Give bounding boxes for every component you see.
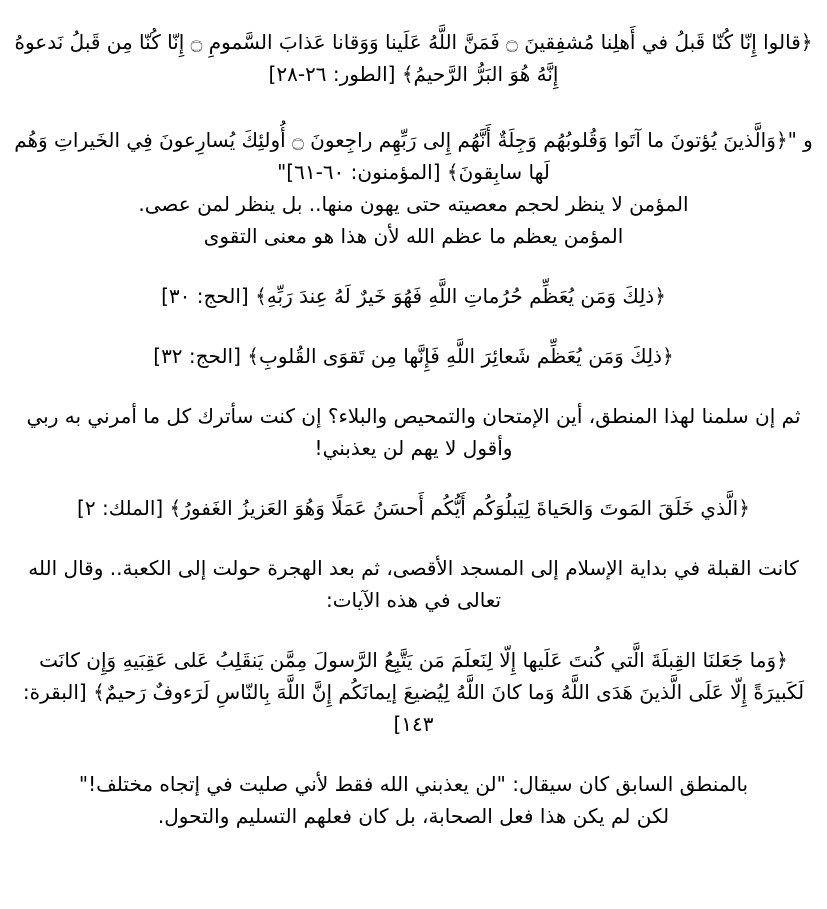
believer-line-2-text: المؤمن يعظم ما عظم الله لأن هذا هو معنى التقوى (203, 224, 624, 248)
question-paragraph-text: ثم إن سلمنا لهذا المنطق، أين الإمتحان والتمحيص والبلاء؟ إن كنت سأترك كل ما أمرني به ربي وأقول لا يهم لن يعذبني! (26, 404, 801, 460)
spacer (14, 252, 813, 280)
spacer (14, 464, 813, 492)
verse-mulk-text: ﴿الَّذي خَلَقَ المَوتَ وَالحَياةَ لِيَبلُوَكُم أَيُّكُم أَحسَنُ عَمَلًا وَهُوَ العَزيزُ الغَفورُ﴾ [الملك: ٢] (77, 496, 750, 520)
spacer (14, 312, 813, 340)
verse-hajj-32-text: ﴿ذلِكَ وَمَن يُعَظِّم شَعائِرَ اللَّهِ فَإِنَّها مِن تَقوَى القُلوبِ﴾ [الحج: ٣٢] (153, 344, 674, 368)
logic-line-2-text: لكن لم يكن هذا فعل الصحابة، بل كان فعلهم التسليم والتحول. (157, 804, 670, 828)
verse-tur-text: ﴿قالوا إِنّا كُنّا قَبلُ في أَهلِنا مُشفِقينَ ۝ فَمَنَّ اللَّهُ عَلَينا وَوَقانا عَذابَ السَّمومِ ۝ إِنّا كُنّا مِن قَبلُ نَدعوهُ إِنَّهُ هُوَ البَرُّ الرَّحيمُ﴾ [الطور: ٢٦-٢٨] (14, 30, 813, 86)
logic-line-1-text: بالمنطق السابق كان سيقال: "لن يعذبني الله فقط لأني صليت في إتجاه مختلف!" (78, 772, 749, 796)
spacer (14, 90, 813, 124)
verse-muminun-text: و "﴿وَالَّذينَ يُؤتونَ ما آتَوا وَقُلوبُهُم وَجِلَةٌ أَنَّهُم إِلى رَبِّهِم راجِعونَ ۝ أُولئِكَ يُسارِعونَ فِي الخَيراتِ وَهُم لَها سابِقونَ﴾ [المؤمنون: ٦٠-٦١]" (14, 128, 813, 184)
spacer (14, 524, 813, 552)
spacer (14, 372, 813, 400)
qibla-paragraph-text: كانت القبلة في بداية الإسلام إلى المسجد الأقصى، ثم بعد الهجرة حولت إلى الكعبة.. وقال الله تعالى في هذه الآيات: (28, 556, 799, 612)
spacer (14, 616, 813, 644)
believer-line-1-text: المؤمن لا ينظر لحجم معصيته حتى يهون منها.. بل ينظر لمن عصى. (138, 192, 689, 216)
spacer (14, 740, 813, 768)
verse-hajj-30-text: ﴿ذلِكَ وَمَن يُعَظِّم حُرُماتِ اللَّهِ فَهُوَ خَيرٌ لَهُ عِندَ رَبِّهِ﴾ [الحج: ٣٠] (161, 284, 666, 308)
verse-baqara-text: ﴿وَما جَعَلنَا القِبلَةَ الَّتي كُنتَ عَلَيها إِلّا لِنَعلَمَ مَن يَتَّبِعُ الرَّسولَ مِمَّن يَنقَلِبُ عَلى عَقِبَيهِ وَإِن كانَت لَكَبيرَةً إِلّا عَلَى الَّذينَ هَدَى اللَّهُ وَما كانَ اللَّهُ لِيُضيعَ إيمانَكُم إِنَّ اللَّهَ بِالنّاسِ لَرَءوفٌ رَحيمٌ﴾ [البقرة: ١٤٣] (22, 648, 805, 736)
